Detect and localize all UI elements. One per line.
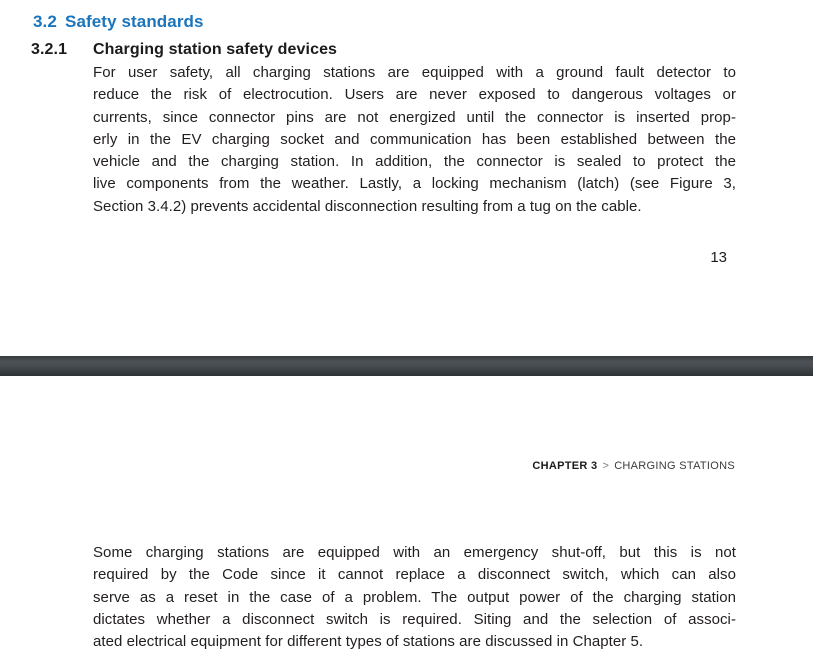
section-number: 3.2 bbox=[33, 12, 57, 31]
paragraph-line: live components from the weather. Lastly, a locking mechanism (latch) (see Figure 3, bbox=[93, 175, 736, 193]
running-header-chapter: CHAPTER 3 bbox=[532, 460, 598, 472]
page-number: 13 bbox=[710, 249, 727, 266]
subsection-title: Charging station safety devices bbox=[93, 41, 338, 58]
paragraph-line: erly in the EV charging socket and communication has been established between the bbox=[93, 130, 736, 148]
running-header-separator: > bbox=[602, 460, 610, 472]
subsection-number: 3.2.1 bbox=[31, 41, 68, 58]
paragraph-line: vehicle and the charging station. In addition, the connector is sealed to protect the bbox=[93, 153, 736, 171]
paragraph-line: serve as a reset in the case of a problem. The output power of the charging station bbox=[93, 588, 736, 606]
running-header-section: CHARGING STATIONS bbox=[614, 460, 735, 472]
paragraph-line: dictates whether a disconnect switch is required. Siting and the selection of associ- bbox=[93, 610, 736, 628]
paragraph-line: ated electrical equipment for different types of stations are discussed in Chapter 5. bbox=[93, 633, 644, 651]
paragraph-line: Section 3.4.2) prevents accidental disconnection resulting from a tug on the cable. bbox=[93, 197, 642, 215]
running-header bbox=[532, 460, 735, 472]
paragraph-safety-devices bbox=[93, 62, 736, 218]
paragraph-line: For user safety, all charging stations are equipped with a ground fault detector to bbox=[93, 64, 736, 81]
section-title: Safety standards bbox=[65, 12, 204, 31]
subsection-heading bbox=[31, 41, 337, 59]
paragraph-line: required by the Code since it cannot replace a disconnect switch, which can also bbox=[93, 566, 736, 584]
paragraph-line: Some charging stations are equipped with an emergency shut-off, but this is not bbox=[93, 544, 736, 561]
section-heading bbox=[33, 12, 204, 32]
page-gap-separator-bar bbox=[0, 356, 813, 376]
paragraph-emergency-shutoff bbox=[93, 542, 736, 653]
paragraph-line: currents, since connector pins are not energized until the connector is inserted prop- bbox=[93, 108, 736, 126]
paragraph-line: reduce the risk of electrocution. Users are never exposed to dangerous voltages or bbox=[93, 86, 736, 104]
